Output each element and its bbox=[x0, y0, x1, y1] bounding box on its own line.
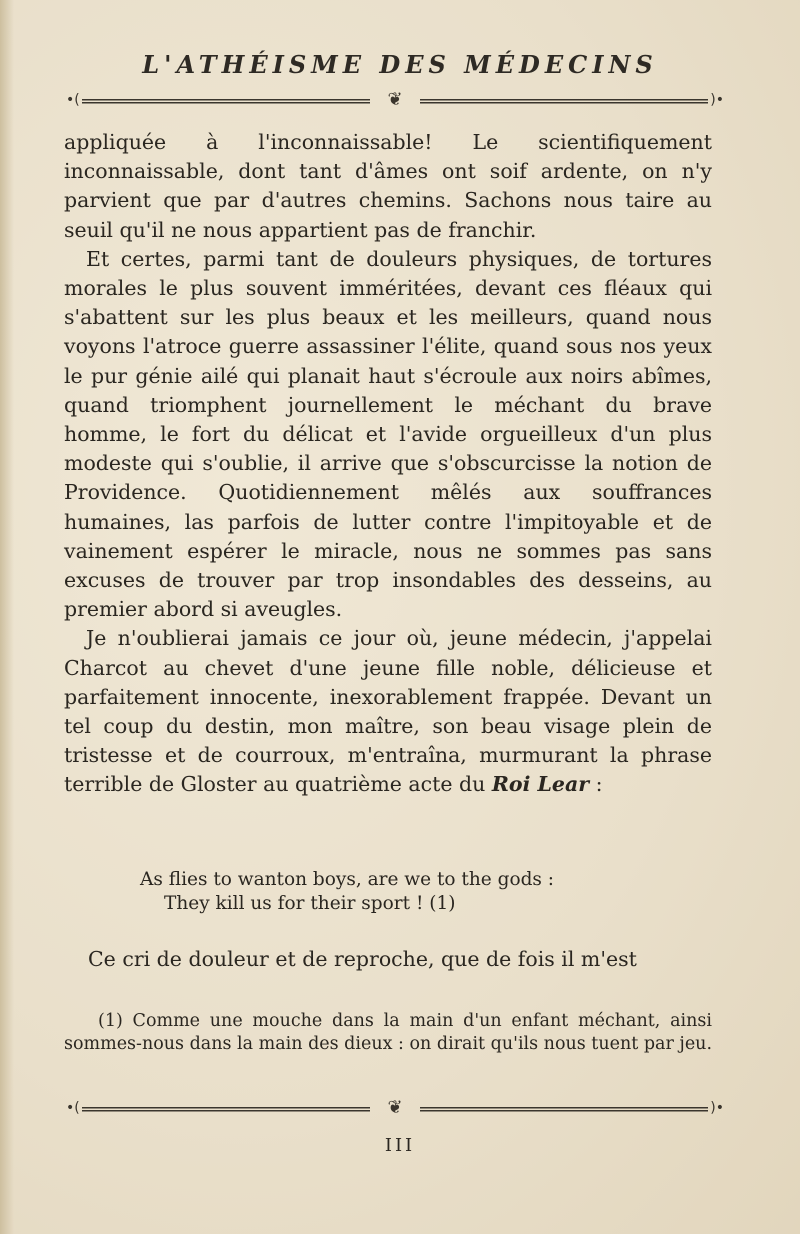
main-text-block bbox=[64, 128, 712, 800]
verse-line-2: They kill us for their sport ! (1) bbox=[164, 893, 456, 914]
page-number: III bbox=[384, 1135, 416, 1156]
footer-fleuron-icon: ❦ bbox=[387, 1097, 403, 1118]
paragraph-3-end: : bbox=[589, 772, 603, 797]
paragraph-3-text: Je n'oublierai jamais ce jour où, jeune médecin, j'appelai Charcot au chevet d'une jeune fille noble, délicieuse et parfaitement innocente, inexorablement frappée. Devant un tel coup du destin, mon maître, son beau visage plein de tristesse et de courroux, m'entraîna, murmurant la phrase terrible de Gloster au quatrième acte du bbox=[64, 626, 712, 797]
work-title-roi-lear: Roi Lear bbox=[491, 772, 590, 797]
fleuron-ornament-icon: ❦ bbox=[387, 89, 403, 110]
page-edge-shadow bbox=[0, 0, 14, 1234]
rule-left-bar bbox=[82, 99, 370, 105]
paragraph-2: Et certes, parmi tant de douleurs physiques, de tortures morales le plus souvent imméritées, devant ces fléaux qui s'abattent sur les plus beaux et les meilleurs, quand nous voyons l'atroce guerre assassiner l'élite, quand sous nos yeux le pur génie ailé qui planait haut s'écroule aux noirs abîmes, quand triomphent journellement le méchant du brave homme, le fort du délicat et l'avide orgueilleux d'un plus modeste qui s'oublie, il arrive que s'obscurcisse la notion de Providence. Quotidiennement mêlés aux souffrances humaines, las parfois de lutter contre l'impitoyable et de vainement espérer le miracle, nous ne sommes pas sans excuses de trouver par trop insondables des desseins, au premier abord si aveugles. bbox=[64, 246, 712, 622]
footnote bbox=[64, 1010, 712, 1055]
footnote-text: (1) Comme une mouche dans la main d'un enfant méchant, ainsi sommes-nous dans la main des dieux : on dirait qu'ils nous tuent par jeu. bbox=[64, 1011, 713, 1054]
verse-line-1: As flies to wanton boys, are we to the gods : bbox=[140, 869, 555, 890]
rule-right-cap: )• bbox=[710, 92, 724, 108]
running-header-title: L'ATHÉISME DES MÉDECINS bbox=[142, 50, 658, 79]
header-ornamental-rule bbox=[66, 89, 724, 110]
footer-rule-right-cap: )• bbox=[710, 1100, 724, 1116]
footer-rule-left-bar bbox=[82, 1107, 370, 1113]
verse-quotation bbox=[140, 868, 554, 916]
footer-ornamental-rule bbox=[66, 1097, 724, 1118]
footer-rule-right-bar bbox=[420, 1107, 708, 1113]
rule-right-bar bbox=[420, 99, 708, 105]
footer-rule-left-cap: •( bbox=[66, 1100, 80, 1116]
continuation-line: Ce cri de douleur et de reproche, que de fois il m'est bbox=[88, 947, 637, 971]
paragraph-1: appliquée à l'inconnaissable! Le scientifiquement inconnaissable, dont tant d'âmes ont soif ardente, on n'y parvient que par d'autres chemins. Sachons nous taire au seuil qu'il ne nous appartient pas de franchir. bbox=[64, 130, 712, 242]
paragraph-3 bbox=[64, 624, 712, 799]
rule-left-cap: •( bbox=[66, 92, 80, 108]
